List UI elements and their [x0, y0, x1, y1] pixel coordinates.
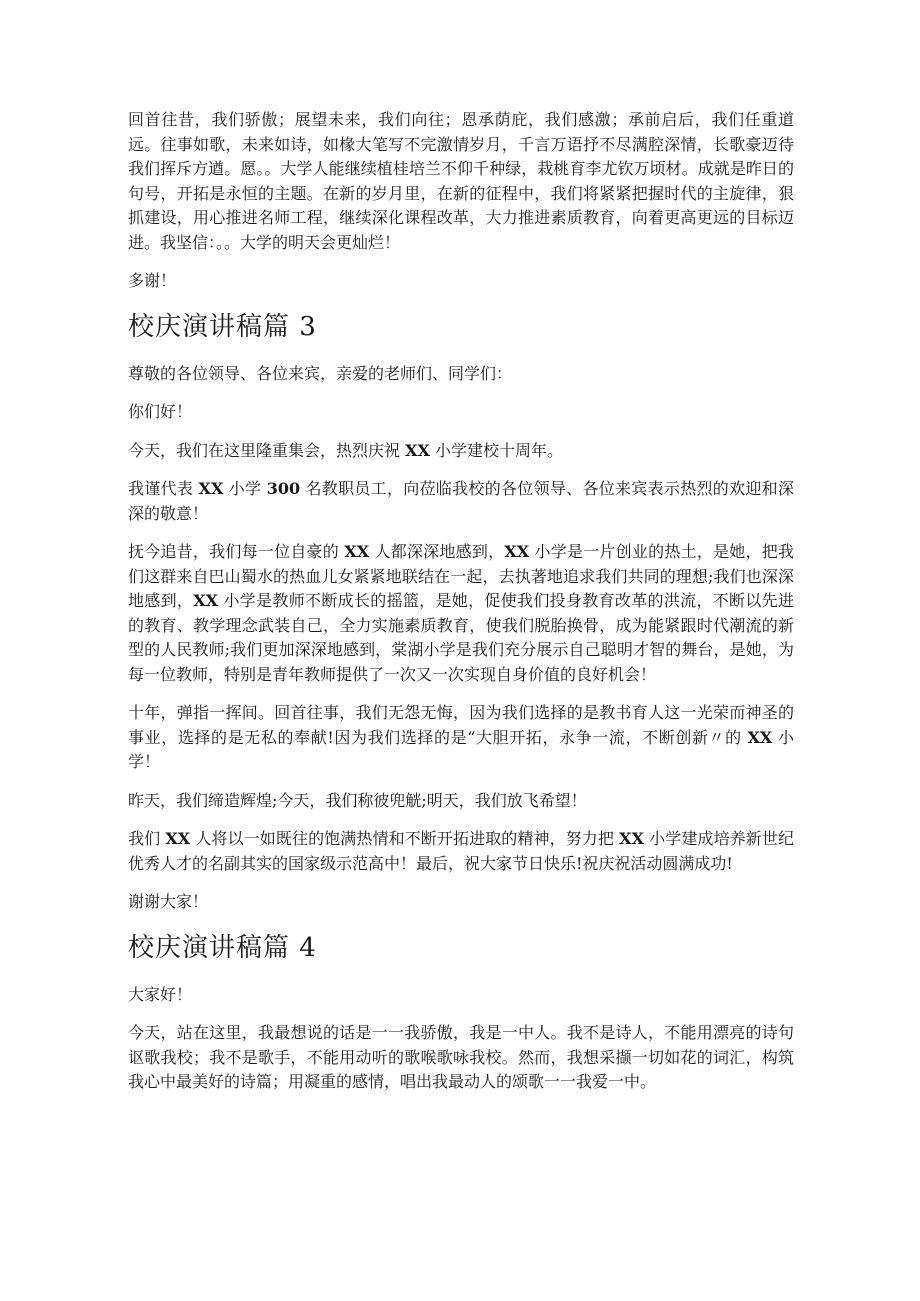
text-segment: 我谨代表: [128, 479, 199, 498]
section-heading-4: 校庆演讲稿篇 4: [128, 932, 317, 963]
paragraph-yesterday-today: 昨天，我们缔造辉煌;今天，我们称彼兜觥;明天，我们放飞希望！: [128, 790, 587, 810]
text-segment: 今天，我们在这里隆重集会，热烈庆祝: [128, 440, 406, 460]
paragraph-hello: 大家好！: [128, 984, 193, 1004]
school-name-placeholder: XX: [619, 829, 644, 848]
school-name-placeholder: XX: [747, 727, 773, 747]
staff-count: 300: [266, 479, 301, 498]
paragraph-closing-remarks: 回首往昔，我们骄傲；展望未来，我们向往；恩承荫庇，我们感激；承前启后，我们任重道远。往事如歌，未来如诗，如椽大笔写不完激情岁月，千言万语抒不尽满腔深情，长歌豪迈待我们挥斥方遒。愿。。大学人能继续植桂培兰不仰千种绿，栽桃育李尤钦万顷材。成就是昨日的句号，开拓是永恒的主题。在新的岁月里，在新的征程中，我们将紧紧把握时代的主旋律，狠抓建设，用心推进名师工程，继续深化课程改革，大力推进素质教育，向着更高更远的目标迈进。我坚信：。。大学的明天会更灿烂！: [128, 110, 794, 252]
paragraph-pride: 今天，站在这里，我最想说的话是一一我骄傲，我是一中人。我不是诗人，不能用漂亮的诗句讴歌我校；我不是歌手，不能用动听的歌喉歌咏我校。然而，我想采撷一切如花的词汇，构筑我心中最美好的诗篇；用凝重的感情，唱出我最动人的颂歌一一我爱一中。: [128, 1023, 794, 1091]
school-name-placeholder: XX: [504, 542, 530, 561]
text-segment: 抚今追昔，我们每一位自豪的: [128, 542, 345, 561]
text-segment: 人将以一如既往的饱满热情和不断开拓进取的精神，努力把: [190, 829, 620, 848]
school-name-placeholder: XX: [344, 542, 370, 561]
school-name-placeholder: XX: [405, 440, 430, 460]
text-segment: 小学建校十周年。: [429, 440, 564, 460]
text-segment: 小学是一片创业的热土，是她，把我们这群来自巴山蜀水的热血儿女紧紧地联结在一起，去执著地追求我们共同的理想;我们也深深地感到，: [128, 542, 794, 610]
paragraph-reflection: [128, 540, 794, 687]
paragraph-welcome: [128, 477, 794, 526]
text-segment: 名教职员工，向莅临我校的各位领导、各位来宾表示热烈的欢迎和深深的敬意！: [128, 479, 794, 523]
paragraph-ten-years: [128, 701, 794, 775]
paragraph-future: [128, 827, 794, 876]
paragraph-celebration: [128, 439, 794, 464]
text-segment: 小学！: [128, 727, 794, 771]
text-segment: 小学: [223, 479, 267, 498]
paragraph-thanks: 多谢！: [128, 271, 177, 290]
school-name-placeholder: XX: [193, 591, 219, 610]
text-segment: 小学建成培养新世纪优秀人才的名副其实的国家级示范高中！最后，祝大家节日快乐!祝庆祝活动圆满成功!: [128, 829, 794, 873]
paragraph-thank-everyone: 谢谢大家！: [128, 892, 209, 911]
section-heading-3: 校庆演讲稿篇 3: [128, 311, 317, 342]
document-page: [128, 108, 794, 1095]
text-segment: 人都深深地感到，: [369, 542, 505, 561]
text-segment: 十年，弹指一挥间。回首往事，我们无怨无悔，因为我们选择的是教书育人这一光荣而神圣的事业，选择的是无私的奉献!因为我们选择的是“大胆开拓，永争一流，不断创新〃的: [128, 703, 794, 747]
school-name-placeholder: XX: [165, 829, 191, 848]
text-segment: 我们: [128, 829, 166, 848]
paragraph-greeting: 你们好！: [128, 402, 193, 421]
text-segment: 小学是教师不断成长的摇篮，是她，促使我们投身教育改革的洪流，不断以先进的教育、教学理念武装自己，全力实施素质教育，使我们脱胎换骨，成为能紧跟时代潮流的新型的人民教师;我们更加深深地感到，棠湖小学是我们充分展示自己聪明才智的舞台，是她，为每一位教师，特别是青年教师提供了一次又一次实现自身价值的良好机会！: [128, 591, 794, 684]
paragraph-salutation: 尊敬的各位领导、各位来宾，亲爱的老师们、同学们：: [128, 363, 513, 383]
school-name-placeholder: XX: [198, 479, 224, 498]
